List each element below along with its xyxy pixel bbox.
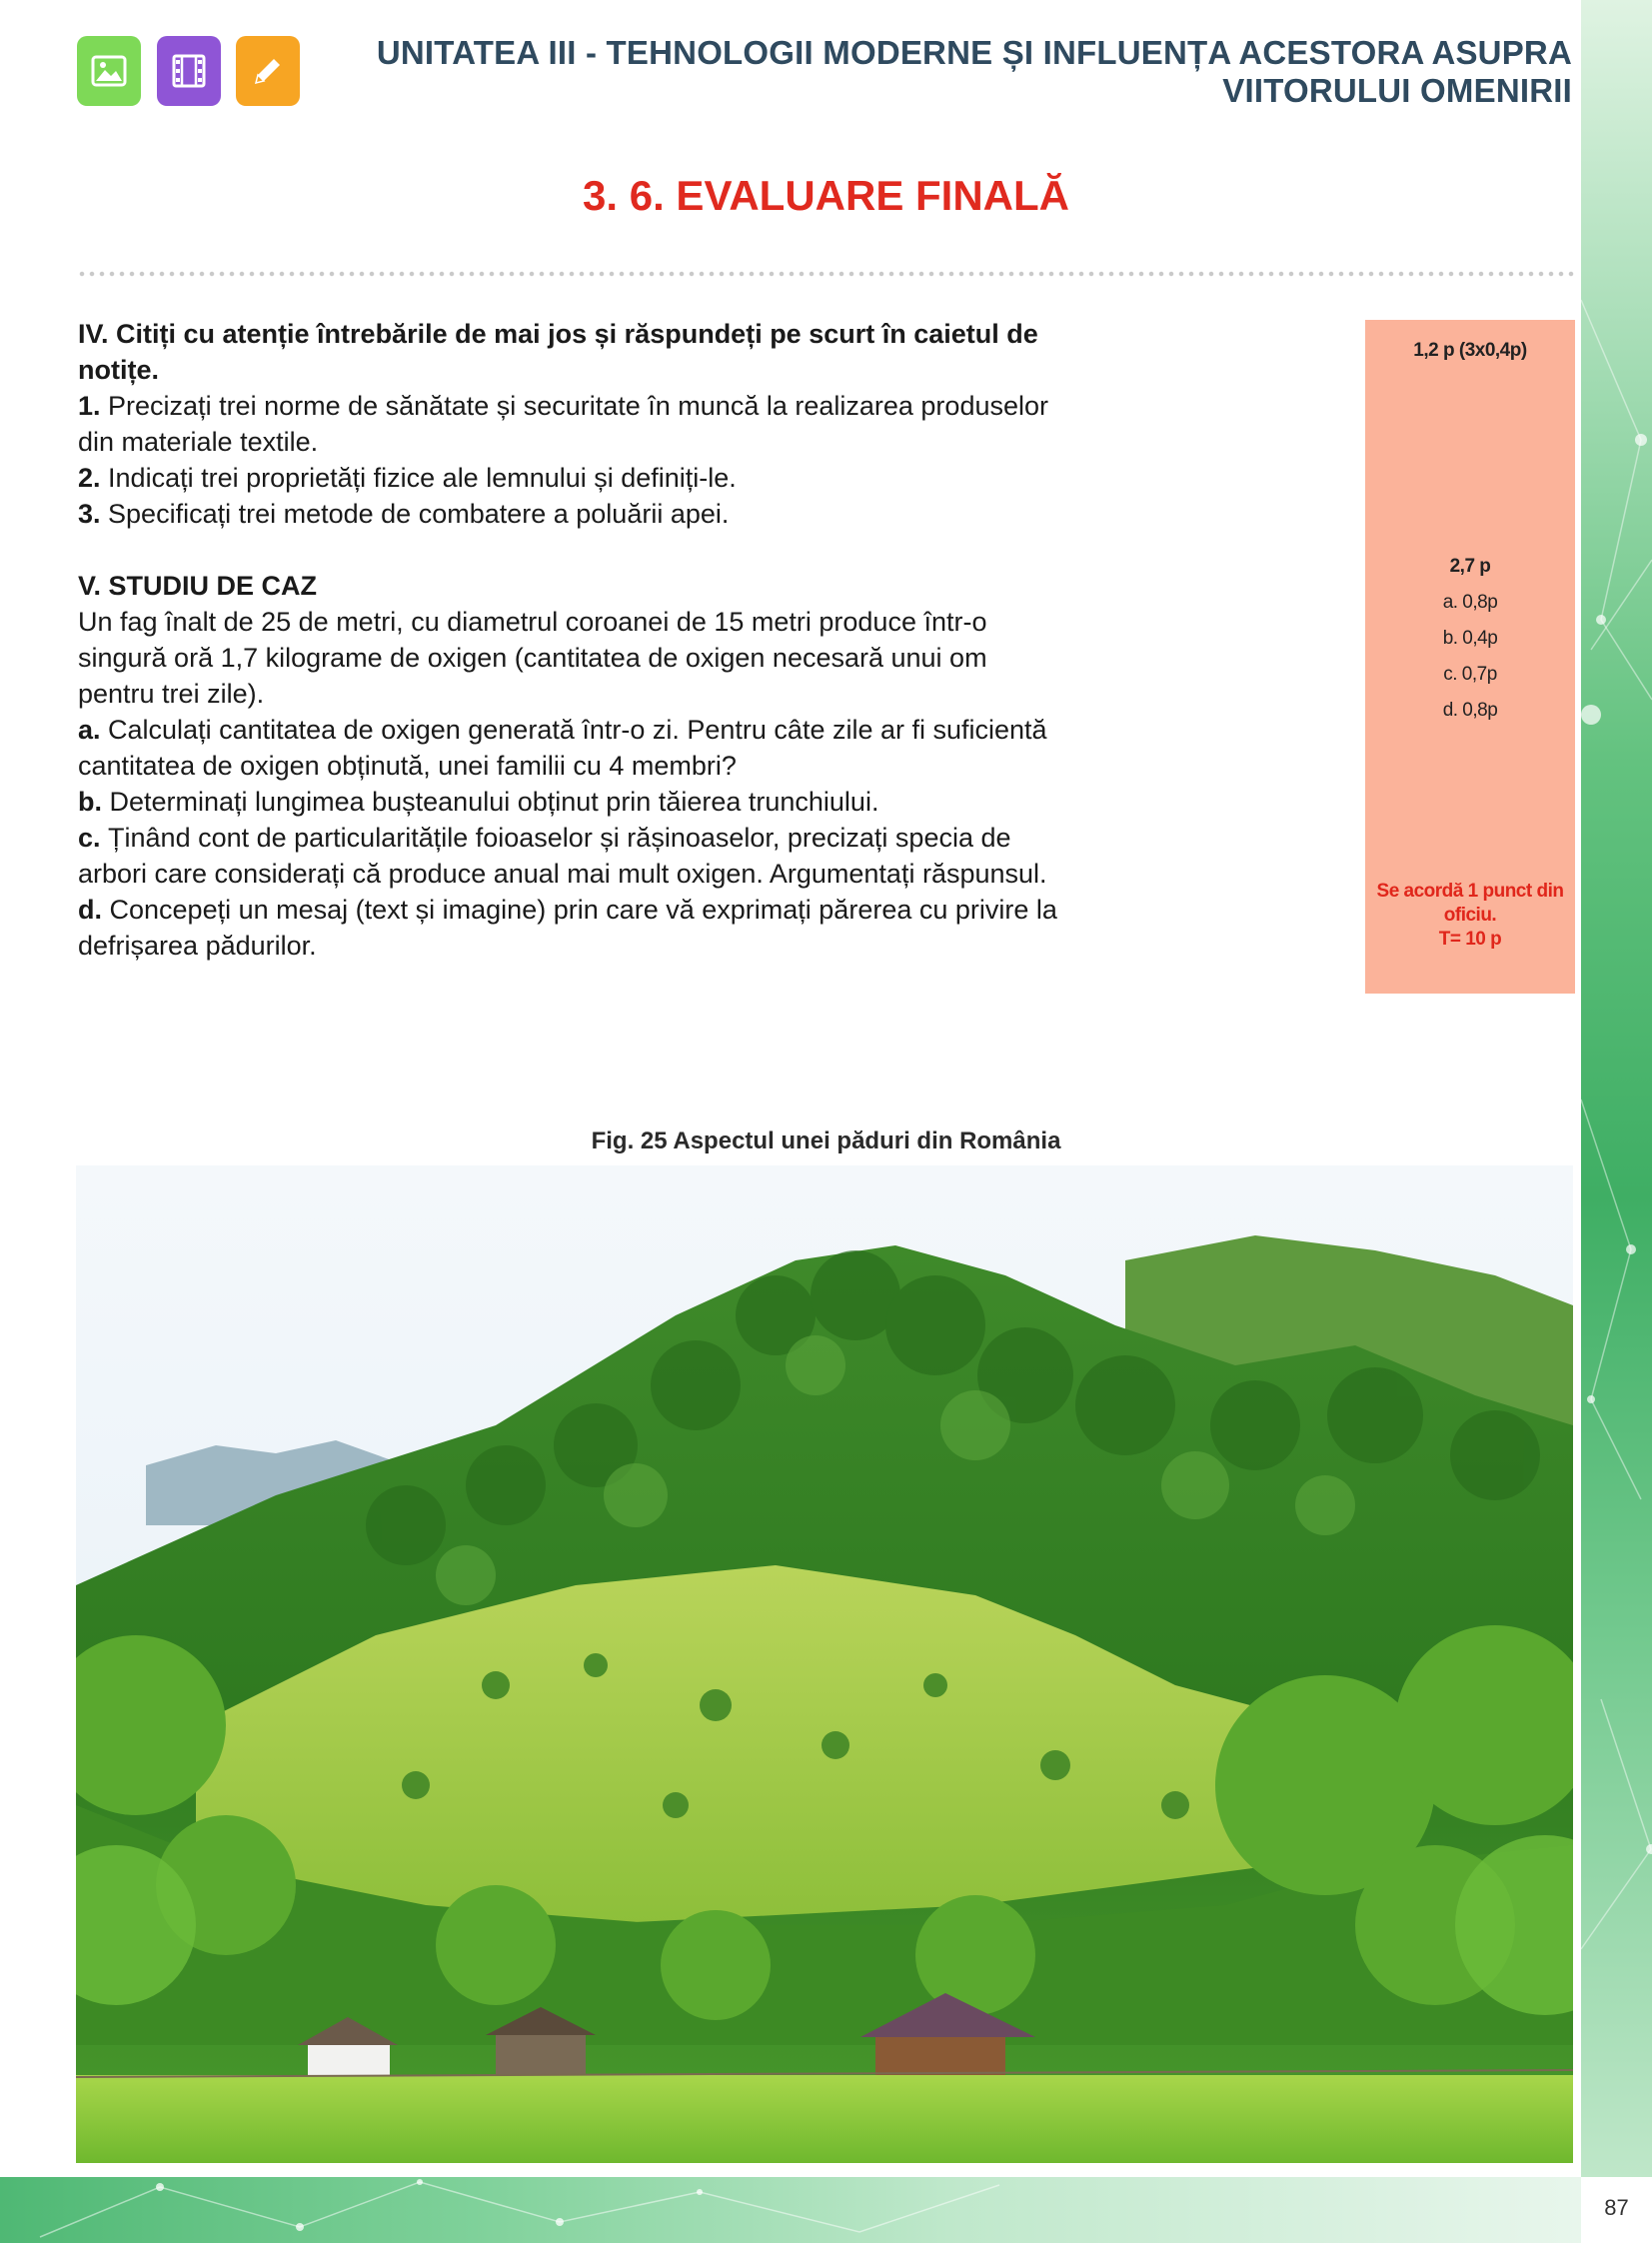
- decorative-divider: [77, 270, 1574, 278]
- question-text: Precizați trei norme de sănătate și securitate în muncă la realizarea produselor: [100, 391, 1048, 421]
- score-part-v: 2,7 p: [1449, 556, 1491, 577]
- question-1-continued: din materiale textile.: [78, 427, 319, 457]
- figure-caption: Fig. 25 Aspectul unei păduri din România: [591, 1127, 1061, 1154]
- task-text: Determinați lungimea bușteanului obținut prin tăierea trunchiului.: [102, 787, 879, 817]
- forest-illustration: [76, 1165, 1573, 2163]
- question-text: Specificați trei metode de combatere a poluării apei.: [100, 499, 730, 529]
- task-b: [78, 784, 1127, 820]
- film-icon[interactable]: [157, 36, 221, 106]
- pencil-icon[interactable]: [236, 36, 300, 106]
- question-2: [78, 460, 1127, 496]
- task-a: [78, 712, 1127, 748]
- forest-photo: [76, 1165, 1573, 2163]
- question-number: 3.: [78, 499, 101, 529]
- task-c-continued: arbori care considerați că produce anual mai mult oxigen. Argumentați răspunsul.: [78, 859, 1047, 889]
- image-icon[interactable]: [77, 36, 141, 106]
- task-text: Ținând cont de particularitățile foioaselor și rășinoaselor, precizați specia de: [100, 823, 1011, 853]
- task-letter: d.: [78, 895, 102, 925]
- scoring-column: [1365, 320, 1575, 994]
- network-pattern: [0, 2177, 1581, 2243]
- task-d-continued: defrișarea pădurilor.: [78, 931, 317, 961]
- bottom-decorative-strip: [0, 2177, 1581, 2243]
- unit-title-line1: UNITATEA III - TEHNOLOGII MODERNE ȘI INFLUENȚA ACESTORA ASUPRA: [376, 34, 1572, 71]
- score-item-c: c. 0,7p: [1443, 664, 1497, 685]
- part-iv: [78, 316, 1127, 532]
- side-decorative-strip: [1581, 0, 1652, 2177]
- pencil-glyph: [250, 53, 286, 89]
- image-glyph: [91, 53, 127, 89]
- part-iv-heading-line2: notițe.: [78, 355, 159, 385]
- part-iv-heading-line1: IV. Citiți cu atenție întrebările de mai jos și răspundeți pe scurt în caietul de: [78, 319, 1038, 349]
- task-text: Calculați cantitatea de oxigen generată într-o zi. Pentru câte zile ar fi suficientă: [100, 715, 1047, 745]
- question-1: [78, 388, 1127, 424]
- task-letter: a.: [78, 715, 101, 745]
- office-point-line1: Se acordă 1 punct din: [1376, 881, 1564, 902]
- part-v: [78, 568, 1127, 964]
- case-intro-line: singură oră 1,7 kilograme de oxigen (cantitatea de oxigen necesară unui om: [78, 643, 987, 673]
- question-number: 2.: [78, 463, 101, 493]
- page-number: 87: [1604, 2195, 1629, 2220]
- case-intro-line: pentru trei zile).: [78, 679, 265, 709]
- network-pattern: [1581, 0, 1652, 2177]
- task-letter: b.: [78, 787, 102, 817]
- score-item-a: a. 0,8p: [1442, 592, 1498, 613]
- case-intro-line: Un fag înalt de 25 de metri, cu diametrul coroanei de 15 metri produce într-o: [78, 607, 987, 637]
- score-part-iv: 1,2 p (3x0,4p): [1413, 340, 1527, 361]
- task-text: Concepeți un mesaj (text și imagine) prin care vă exprimați părerea cu privire la: [102, 895, 1057, 925]
- score-item-d: d. 0,8p: [1442, 700, 1498, 721]
- task-letter: c.: [78, 823, 101, 853]
- section-title: 3. 6. EVALUARE FINALĂ: [583, 172, 1069, 219]
- unit-title-line2: VIITORULUI OMENIRII: [1222, 72, 1572, 109]
- score-item-b: b. 0,4p: [1442, 628, 1498, 649]
- office-point-line2: oficiu.: [1443, 905, 1497, 926]
- question-number: 1.: [78, 391, 101, 421]
- film-glyph: [171, 53, 207, 89]
- question-text: Indicați trei proprietăți fizice ale lemnului și definiți-le.: [100, 463, 737, 493]
- question-3: [78, 496, 1127, 532]
- part-v-heading: V. STUDIU DE CAZ: [78, 571, 318, 601]
- task-a-continued: cantitatea de oxigen obținută, unei familii cu 4 membri?: [78, 751, 737, 781]
- task-d: [78, 892, 1127, 928]
- total-score: T= 10 p: [1438, 929, 1502, 950]
- task-c: [78, 820, 1127, 856]
- unit-title: [373, 34, 1572, 110]
